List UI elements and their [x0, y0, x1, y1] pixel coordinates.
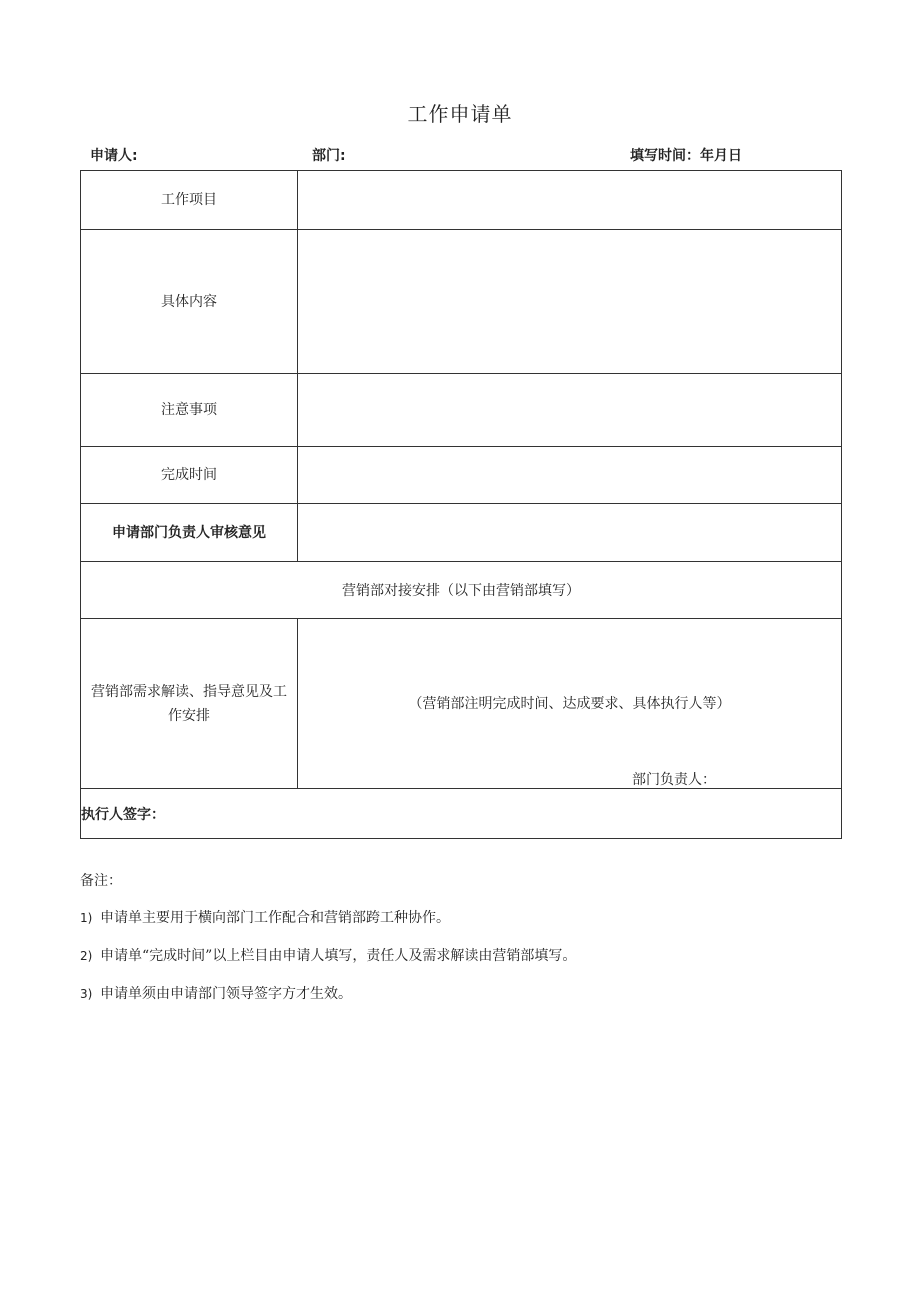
application-form-table — [80, 170, 842, 839]
remark-number: 2) — [80, 949, 93, 963]
department-label: 部门: — [312, 148, 346, 164]
row-notes — [81, 374, 842, 447]
content-field[interactable] — [298, 230, 842, 374]
fill-time-label: 填写时间：年月日 — [630, 148, 742, 164]
remark-item — [80, 909, 576, 947]
row-executor-sign — [81, 789, 842, 839]
remark-item — [80, 985, 576, 1023]
work-item-label: 工作项目 — [81, 171, 298, 230]
dept-head-label: 部门负责人： — [632, 772, 716, 788]
row-work-item — [81, 171, 842, 230]
remarks-section — [80, 870, 576, 1023]
remark-text: 申请单“完成时间”以上栏目由申请人填写，责任人及需求解读由营销部填写。 — [100, 948, 577, 964]
notes-field[interactable] — [298, 374, 842, 447]
remark-item — [80, 947, 576, 985]
marketing-arrange-label — [81, 619, 298, 789]
remarks-title: 备注： — [80, 873, 122, 889]
completion-time-label: 完成时间 — [81, 447, 298, 504]
notes-label: 注意事项 — [81, 374, 298, 447]
row-completion-time — [81, 447, 842, 504]
remark-text: 申请单须由申请部门领导签字方才生效。 — [100, 986, 352, 1002]
applicant-label: 申请人: — [90, 148, 138, 164]
work-item-field[interactable] — [298, 171, 842, 230]
marketing-arrange-field[interactable] — [298, 619, 842, 789]
row-marketing-arrange — [81, 619, 842, 789]
row-marketing-section — [81, 562, 842, 619]
remark-text: 申请单主要用于横向部门工作配合和营销部跨工种协作。 — [100, 910, 450, 926]
remark-number: 3) — [80, 987, 93, 1001]
completion-time-field[interactable] — [298, 447, 842, 504]
marketing-section-header: 营销部对接安排（以下由营销部填写） — [81, 562, 842, 619]
row-review — [81, 504, 842, 562]
content-label: 具体内容 — [81, 230, 298, 374]
review-label: 申请部门负责人审核意见 — [81, 504, 298, 562]
marketing-arrange-label-text: 营销部需求解读、指导意见及工作安排 — [91, 683, 287, 724]
form-title: 工作申请单 — [407, 102, 513, 126]
review-field[interactable] — [298, 504, 842, 562]
row-content — [81, 230, 842, 374]
marketing-arrange-note: （营销部注明完成时间、达成要求、具体执行人等） — [408, 696, 731, 712]
executor-sign-label: 执行人签字： — [81, 789, 842, 839]
remark-number: 1) — [80, 911, 93, 925]
